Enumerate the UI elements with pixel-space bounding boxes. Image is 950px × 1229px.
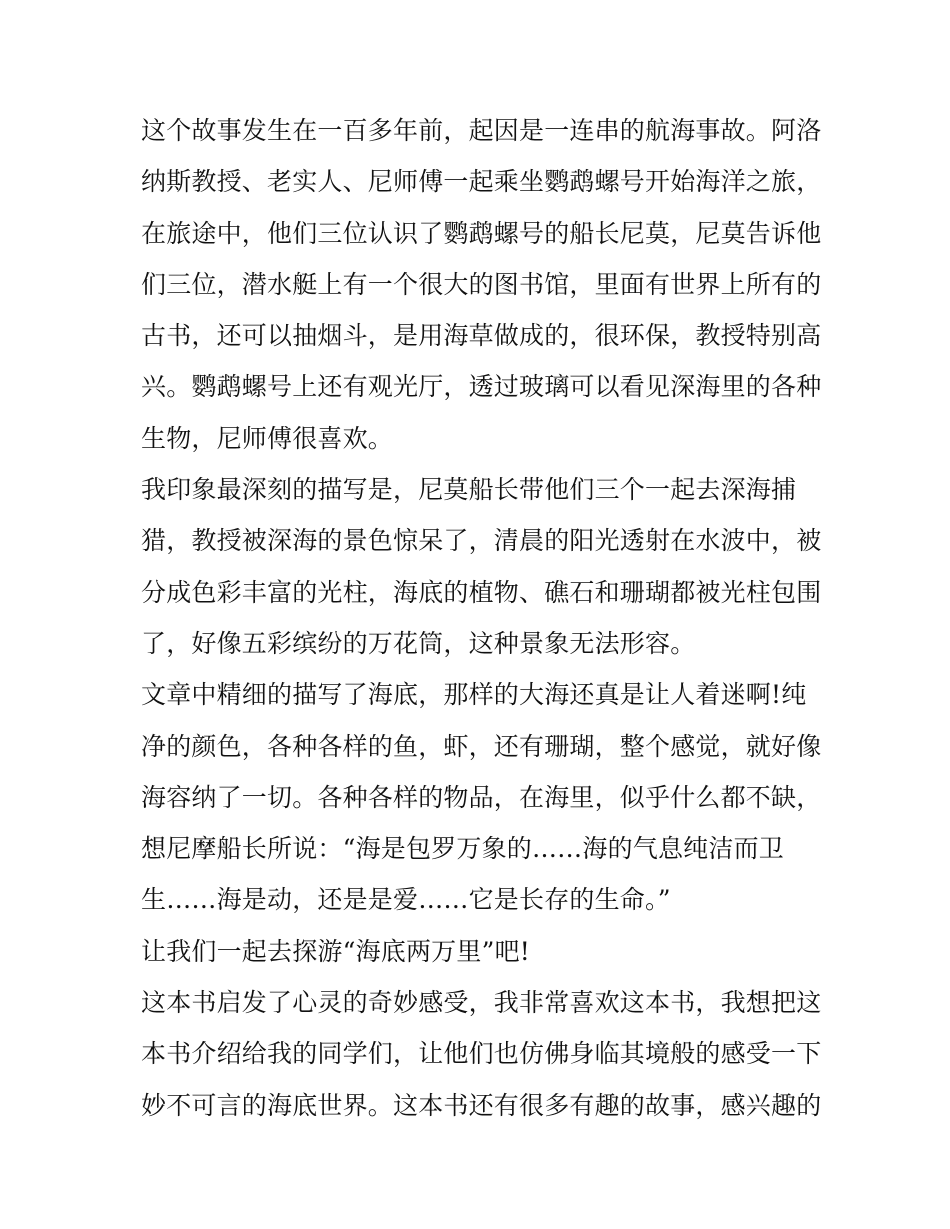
text-line: 兴。鹦鹉螺号上还有观光厅，透过玻璃可以看见深海里的各种 xyxy=(141,372,822,402)
text-line: 了，好像五彩缤纷的万花筒，这种景象无法形容。 xyxy=(141,628,696,658)
text-line: 生……海是动，还是是爱……它是长存的生命。” xyxy=(141,885,671,915)
text-line: 分成色彩丰富的光柱，海底的植物、礁石和珊瑚都被光柱包围 xyxy=(141,577,822,607)
text-line: 古书，还可以抽烟斗，是用海草做成的，很环保，教授特别高 xyxy=(141,321,822,351)
text-line: 在旅途中，他们三位认识了鹦鹉螺号的船长尼莫，尼莫告诉他 xyxy=(141,218,822,248)
body-text xyxy=(141,105,821,1131)
text-line: 纳斯教授、老实人、尼师傅一起乘坐鹦鹉螺号开始海洋之旅， xyxy=(141,167,822,197)
text-line: 文章中精细的描写了海底，那样的大海还真是让人着迷啊!纯 xyxy=(141,680,807,710)
text-line: 生物，尼师傅很喜欢。 xyxy=(141,423,394,453)
text-line: 本书介绍给我的同学们，让他们也仿佛身临其境般的感受一下 xyxy=(141,1039,822,1069)
text-line: 想尼摩船长所说：“海是包罗万象的……海的气息纯洁而卫 xyxy=(141,834,784,864)
text-line: 猎，教授被深海的景色惊呆了，清晨的阳光透射在水波中，被 xyxy=(141,526,822,556)
text-line: 这个故事发生在一百多年前，起因是一连串的航海事故。阿洛 xyxy=(141,116,822,145)
text-line: 海容纳了一切。各种各样的物品，在海里，似乎什么都不缺， xyxy=(141,782,822,812)
text-line: 这本书启发了心灵的奇妙感受，我非常喜欢这本书，我想把这 xyxy=(141,988,822,1018)
text-line: 净的颜色，各种各样的鱼，虾，还有珊瑚，整个感觉，就好像 xyxy=(141,731,822,761)
text-line: 们三位，潜水艇上有一个很大的图书馆，里面有世界上所有的 xyxy=(141,269,822,299)
text-line: 妙不可言的海底世界。这本书还有很多有趣的故事，感兴趣的 xyxy=(141,1090,822,1120)
text-line: 我印象最深刻的描写是，尼莫船长带他们三个一起去深海捕 xyxy=(141,475,797,505)
text-line: 让我们一起去探游“海底两万里”吧! xyxy=(141,936,531,966)
